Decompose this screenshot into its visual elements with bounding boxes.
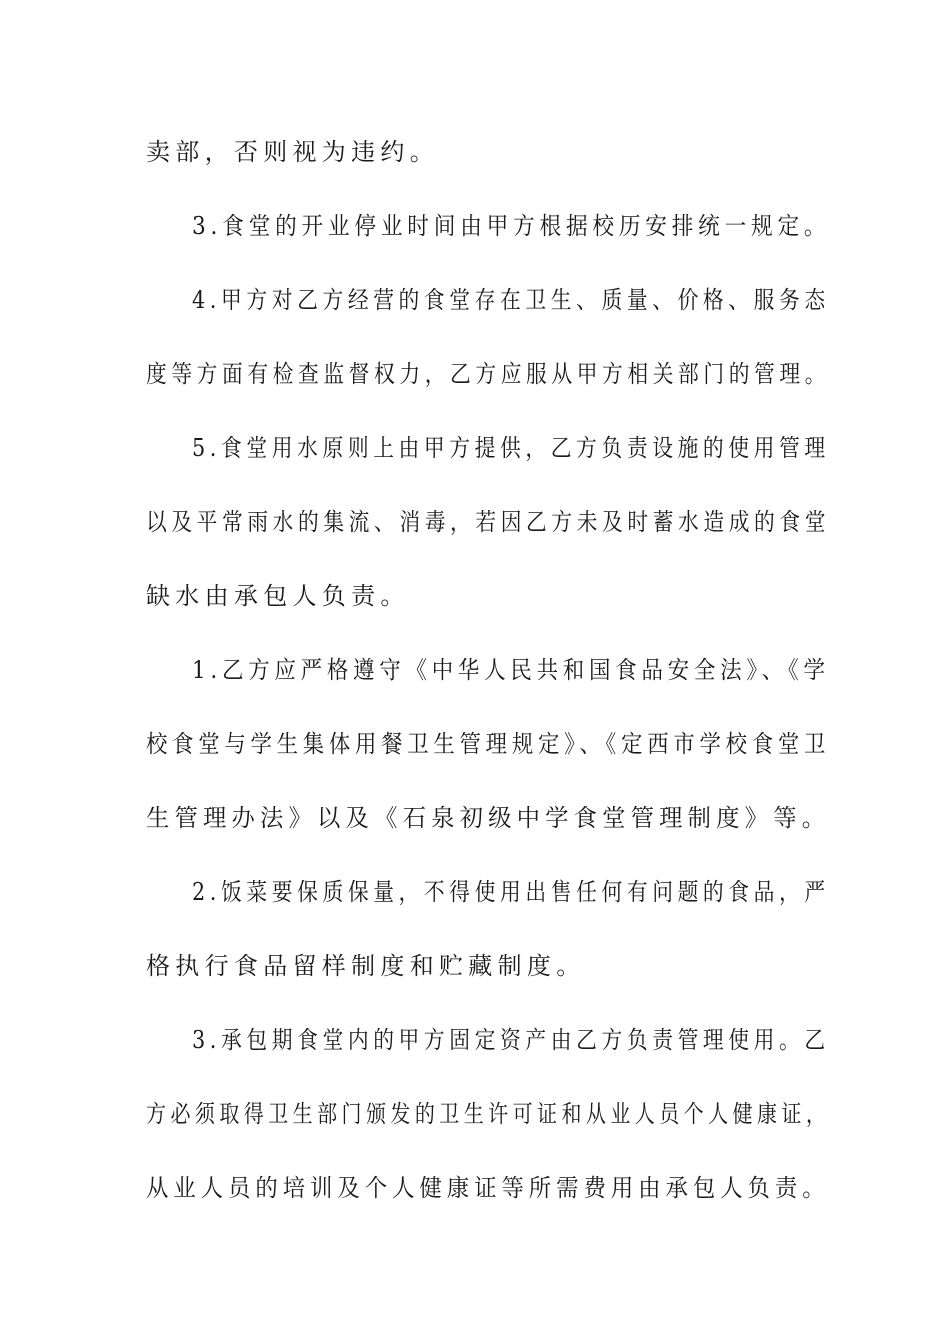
paragraph-line: 1.乙方应严格遵守《中华人民共和国食品安全法》、《学 (192, 656, 830, 684)
paragraph-line: 3.承包期食堂内的甲方固定资产由乙方负责管理使用。乙 (192, 1026, 830, 1054)
paragraph-line: 度等方面有检查监督权力，乙方应服从甲方相关部门的管理。 (146, 360, 831, 388)
paragraph-line: 卖部，否则视为违约。 (146, 138, 439, 166)
paragraph-line: 从业人员的培训及个人健康证等所需费用由承包人负责。 (146, 1174, 830, 1202)
paragraph-line: 生管理办法》以及《石泉初级中学食堂管理制度》等。 (146, 804, 831, 832)
paragraph-line: 5.食堂用水原则上由甲方提供，乙方负责设施的使用管理 (192, 434, 830, 462)
paragraph-line: 校食堂与学生集体用餐卫生管理规定》、《定西市学校食堂卫 (146, 730, 831, 758)
paragraph-line: 4.甲方对乙方经营的食堂存在卫生、质量、价格、服务态 (192, 286, 830, 314)
paragraph-line: 3.食堂的开业停业时间由甲方根据校历安排统一规定。 (192, 212, 831, 240)
paragraph-line: 缺水由承包人负责。 (146, 582, 410, 610)
paragraph-line: 以及平常雨水的集流、消毒，若因乙方未及时蓄水造成的食堂 (146, 508, 831, 536)
paragraph-line: 格执行食品留样制度和贮藏制度。 (146, 952, 586, 980)
paragraph-line: 方必须取得卫生部门颁发的卫生许可证和从业人员个人健康证， (146, 1100, 831, 1128)
paragraph-line: 2.饭菜要保质保量，不得使用出售任何有问题的食品，严 (192, 878, 830, 906)
